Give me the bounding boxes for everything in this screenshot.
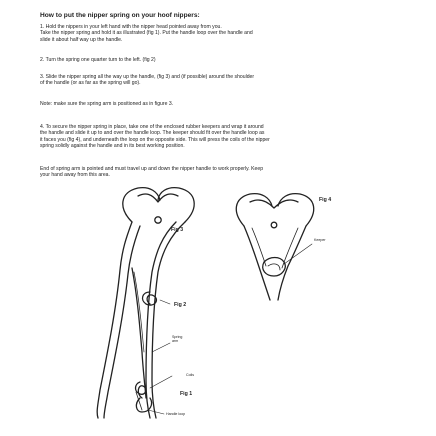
step-3-line-1: 3. Slide the nipper spring all the way up the handle, (fig 3) and (if possible) around the shoulder: [40, 74, 255, 80]
fig4-label: Fig 4: [319, 197, 332, 203]
fig4-right-handle: [278, 226, 306, 300]
step-1-line-1: 1. Hold the nippers in your left hand with the nipper head pointed away from you.: [40, 24, 222, 30]
coils-label: Coils: [186, 373, 194, 377]
fig1-label: Fig 1: [180, 391, 193, 397]
coils-leader: [150, 376, 172, 388]
step-2-line-1: 2. Turn the spring one quarter turn to the left. (fig 2): [40, 57, 156, 63]
step-1-line-2: Take the nipper spring and hold it as illustrated (fig 1). Put the handle loop over the handle and: [40, 30, 253, 37]
left-jaw: [123, 188, 160, 222]
fig4-right-jaw: [278, 194, 314, 226]
keeper-drawing: [263, 258, 286, 277]
page-title: How to put the nipper spring on your hoof nippers:: [40, 12, 200, 19]
spring-arm: [132, 268, 146, 398]
step-1-line-3: slide it about half way up the handle.: [40, 36, 123, 43]
spring-arm-label-line-2: arm: [172, 339, 179, 343]
end-note-line-1: End of spring arm is pointed and must travel up and down the nipper handle to work properly. Keep: [40, 166, 264, 172]
fig4-left-handle: [244, 226, 270, 300]
handle-loop-label: Handle loop: [166, 412, 186, 416]
pivot-rivet: [155, 217, 161, 223]
fig4-pivot-rivet: [271, 222, 277, 228]
handle-loop-leader: [148, 410, 164, 414]
fig3-label: Fig 3: [171, 227, 184, 233]
keeper-leader: [284, 244, 312, 264]
left-handle-outer: [97, 222, 132, 418]
fig2-leader: [160, 300, 170, 304]
step-4-line-2: the handle and slide it up to and over the handle loop. The keeper should fit over the handle loop as: [40, 130, 265, 137]
spring-arm-leader: [152, 343, 170, 352]
step-3-line-2: of the handle (or as far as the spring will go).: [40, 80, 141, 87]
right-handle-inner: [146, 222, 176, 418]
keeper-label: Keeper: [314, 238, 326, 242]
end-note-line-2: your hand away from this area.: [40, 172, 110, 179]
step-4-line-1: 4. To secure the nipper spring in place, take one of the enclosed rubber keepers and wrap it around: [40, 124, 264, 130]
fig4-left-jaw: [236, 194, 272, 226]
right-jaw: [158, 188, 194, 222]
fig2-label: Fig 2: [174, 302, 187, 308]
note-line: Note: make sure the spring arm is positioned as in figure 3.: [40, 101, 174, 107]
spring-arm-label: [172, 335, 182, 343]
spring-arm-label-line-1: Spring: [172, 335, 183, 339]
step-4-line-3: it faces you (fig 4), and underneath the loop on the opposite side. This will press the coils of the nipper: [40, 136, 270, 143]
step-4-line-4: spring solidly against the handle and in its best working position.: [40, 143, 185, 150]
